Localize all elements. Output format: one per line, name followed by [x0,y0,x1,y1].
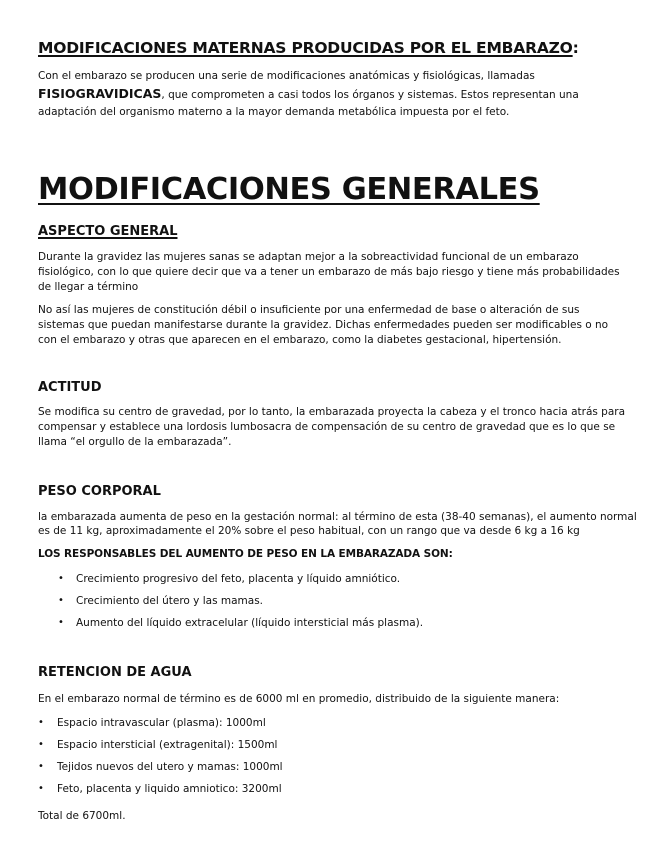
list-item-text: Aumento del líquido extracelular (líquido intersticial más plasma). [76,617,424,629]
aspecto-heading-text: ASPECTO GENERAL [38,224,178,239]
intro-paragraph [38,68,628,121]
main-title-text: MODIFICACIONES MATERNAS PRODUCIDAS POR EL EMBARAZO [38,39,573,57]
main-title [38,39,579,57]
list-item [38,759,283,781]
intro-highlight: FISIOGRAVIDICAS [38,86,162,101]
list-item [58,615,423,637]
list-item-text: Espacio intravascular (plasma): 1000ml [57,717,266,729]
bullet-icon: • [58,573,64,584]
peso-paragraph: la embarazada aumenta de peso en la gestación normal: al término de esta (38-40 semanas), el aumento normal es de 11 kg, aproximadamente el 20% sobre el peso habitual, con un rango que va desde 6 kg a 16 kg [38,511,637,537]
list-item-text: Crecimiento progresivo del feto, placenta y líquido amniótico. [76,573,401,585]
list-item-text: Espacio intersticial (extragenital): 1500ml [57,739,278,751]
aspecto-paragraph-1: Durante la gravidez las mujeres sanas se adaptan mejor a la sobreactividad funcional de un embarazo fisiológico, con lo que quiere decir que va a tener un embarazo de más bajo riesgo y tiene más probabilidades de llegar a término [38,251,620,293]
retencion-list [38,715,283,803]
retencion-heading: RETENCION DE AGUA [38,665,192,680]
bullet-icon: • [58,595,64,606]
list-item [38,781,283,803]
list-item-text: Crecimiento del útero y las mamas. [76,595,264,607]
list-item [38,715,283,737]
peso-list [58,571,423,637]
bullet-icon: • [58,617,64,628]
peso-heading: PESO CORPORAL [38,484,161,499]
bullet-icon: • [38,783,44,794]
aspecto-paragraph-2: No así las mujeres de constitución débil o insuficiente por una enfermedad de base o alteración de sus sistemas que puedan manifestarse durante la gravidez. Dichas enfermedades pueden ser modificables o no con el embarazo y otras que aparecen en el embarazo, como la diabetes gestacional, hipertensión. [38,304,609,346]
list-item [58,571,423,593]
list-item [38,737,283,759]
bullet-icon: • [38,717,44,728]
actitud-heading: ACTITUD [38,380,102,395]
intro-text-before: Con el embarazo se producen una serie de modificaciones anatómicas y fisiológicas, llamadas [38,70,535,82]
main-title-colon: : [572,39,579,57]
retencion-paragraph: En el embarazo normal de término es de 6000 ml en promedio, distribuido de la siguiente manera: [38,693,560,705]
list-item-text: Tejidos nuevos del utero y mamas: 1000ml [57,761,283,773]
bullet-icon: • [38,761,44,772]
general-title-text: MODIFICACIONES GENERALES [38,172,540,207]
list-item [58,593,423,615]
aspecto-heading [38,224,177,239]
retencion-total: Total de 6700ml. [38,810,126,822]
actitud-paragraph: Se modifica su centro de gravedad, por lo tanto, la embarazada proyecta la cabeza y el tronco hacia atrás para compensar y establece una lordosis lumbosacra de compensación de su centro de gravedad que es lo que se llama “el orgullo de la embarazada”. [38,406,626,448]
general-title [38,171,540,209]
bullet-icon: • [38,739,44,750]
intro-text-after: , que comprometen a casi todos los órganos y sistemas. Estos representan una adaptación del organismo materno a la mayor demanda metabólica impuesta por el feto. [38,89,579,118]
list-item-text: Feto, placenta y liquido amniotico: 3200ml [57,783,282,795]
peso-subheading: LOS RESPONSABLES DEL AUMENTO DE PESO EN LA EMBARAZADA SON: [38,548,453,560]
